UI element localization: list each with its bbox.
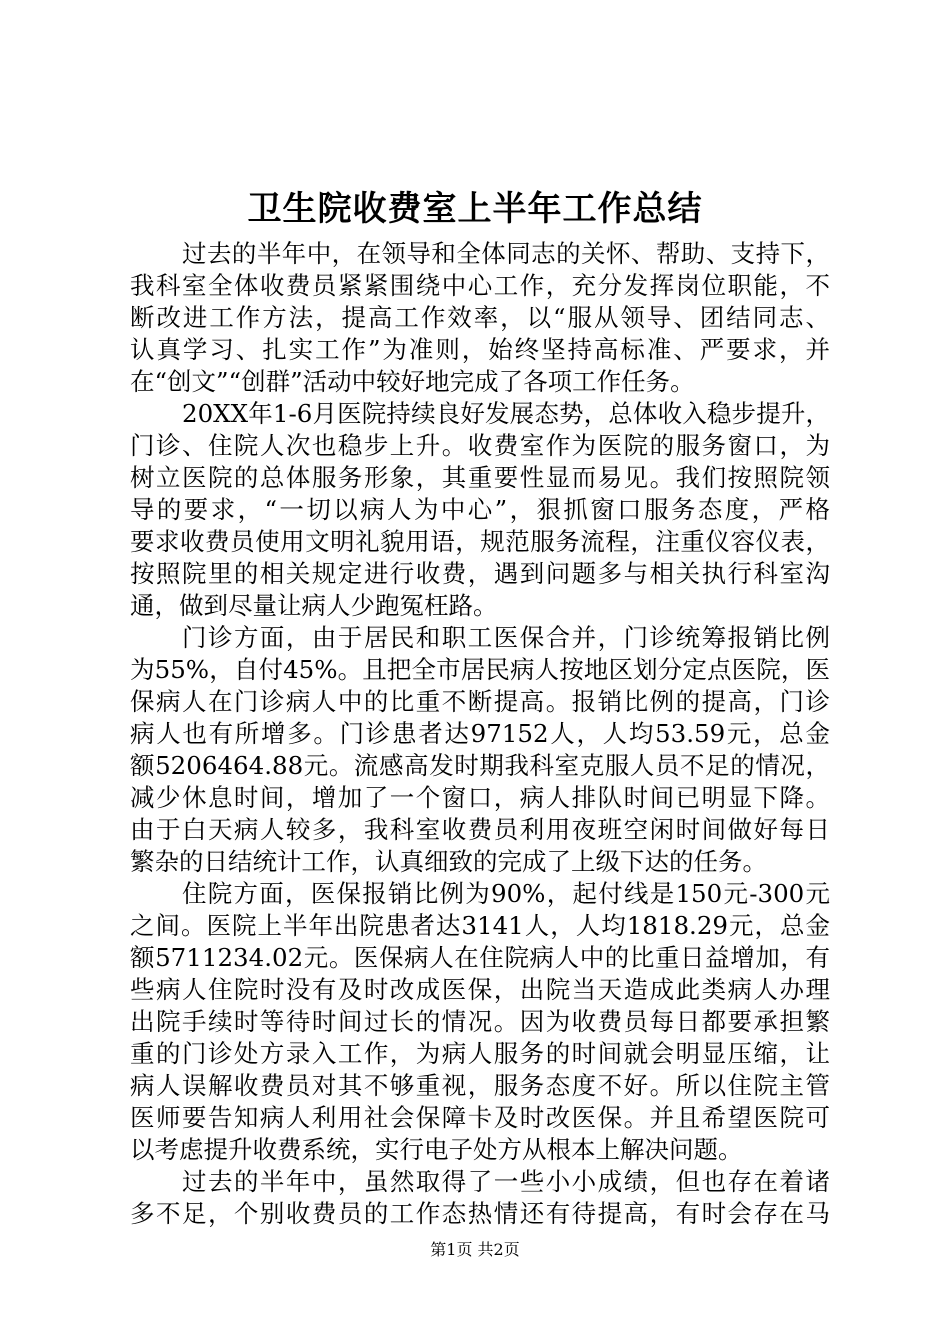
text-line: 以考虑提升收费系统，实行电子处方从根本上解决问题。 <box>130 1135 743 1164</box>
text-line: 门诊、住院人次也稳步上升。收费室作为医院的服务窗口，为 <box>130 431 830 460</box>
text-line: 病人也有所增多。门诊患者达97152人，人均53.59元，总金 <box>130 719 830 748</box>
text-line: 树立医院的总体服务形象，其重要性显而易见。我们按照院领 <box>130 463 830 492</box>
text-line: 认真学习、扎实工作”为准则，始终坚持高标准、严要求，并 <box>130 335 830 364</box>
text-line: 过去的半年中，虽然取得了一些小小成绩，但也存在着诸 <box>182 1167 830 1196</box>
text-line: 重的门诊处方录入工作，为病人服务的时间就会明显压缩，让 <box>130 1039 830 1068</box>
document-title: 卫生院收费室上半年工作总结 <box>247 189 703 229</box>
text-line: 导的要求，“一切以病人为中心”，狠抓窗口服务态度，严格 <box>130 495 830 524</box>
text-line: 在“创文”“创群”活动中较好地完成了各项工作任务。 <box>130 367 695 396</box>
text-line: 额5206464.88元。流感高发时期我科室克服人员不足的情况， <box>130 751 830 780</box>
text-line: 我科室全体收费员紧紧围绕中心工作，充分发挥岗位职能，不 <box>130 271 830 300</box>
text-line: 医师要告知病人利用社会保障卡及时改医保。并且希望医院可 <box>130 1103 830 1132</box>
text-line: 按照院里的相关规定进行收费，遇到问题多与相关执行科室沟 <box>130 559 830 588</box>
text-line: 繁杂的日结统计工作，认真细致的完成了上级下达的任务。 <box>130 847 767 876</box>
text-line: 要求收费员使用文明礼貌用语，规范服务流程，注重仪容仪表， <box>130 527 830 556</box>
text-line: 病人误解收费员对其不够重视，服务态度不好。所以住院主管 <box>130 1071 830 1100</box>
text-line: 断改进工作方法，提高工作效率，以“服从领导、团结同志、 <box>130 303 830 332</box>
text-line: 之间。医院上半年出院患者达3141人，人均1818.29元，总金 <box>130 911 830 940</box>
text-line: 减少休息时间，增加了一个窗口，病人排队时间已明显下降。 <box>130 783 830 812</box>
text-line: 额5711234.02元。医保病人在住院病人中的比重日益增加，有 <box>130 943 830 972</box>
text-line: 出院手续时等待时间过长的情况。因为收费员每日都要承担繁 <box>130 1007 830 1036</box>
text-line: 些病人住院时没有及时改成医保，出院当天造成此类病人办理 <box>130 975 830 1004</box>
text-line: 过去的半年中，在领导和全体同志的关怀、帮助、支持下， <box>182 239 830 268</box>
text-line: 20XX年1-6月医院持续良好发展态势，总体收入稳步提升， <box>182 399 830 428</box>
text-line: 由于白天病人较多，我科室收费员利用夜班空闲时间做好每日 <box>130 815 830 844</box>
text-line: 住院方面，医保报销比例为90%，起付线是150元-300元 <box>182 879 830 908</box>
text-line: 通，做到尽量让病人少跑冤枉路。 <box>130 591 498 620</box>
text-line: 多不足，个别收费员的工作态热情还有待提高，有时会存在马 <box>130 1199 830 1228</box>
text-line: 门诊方面，由于居民和职工医保合并，门诊统筹报销比例 <box>182 623 830 652</box>
page-footer: 第1页 共2页 <box>430 1240 520 1259</box>
text-line: 保病人在门诊病人中的比重不断提高。报销比例的提高，门诊 <box>130 687 830 716</box>
text-line: 为55%，自付45%。且把全市居民病人按地区划分定点医院，医 <box>130 655 830 684</box>
